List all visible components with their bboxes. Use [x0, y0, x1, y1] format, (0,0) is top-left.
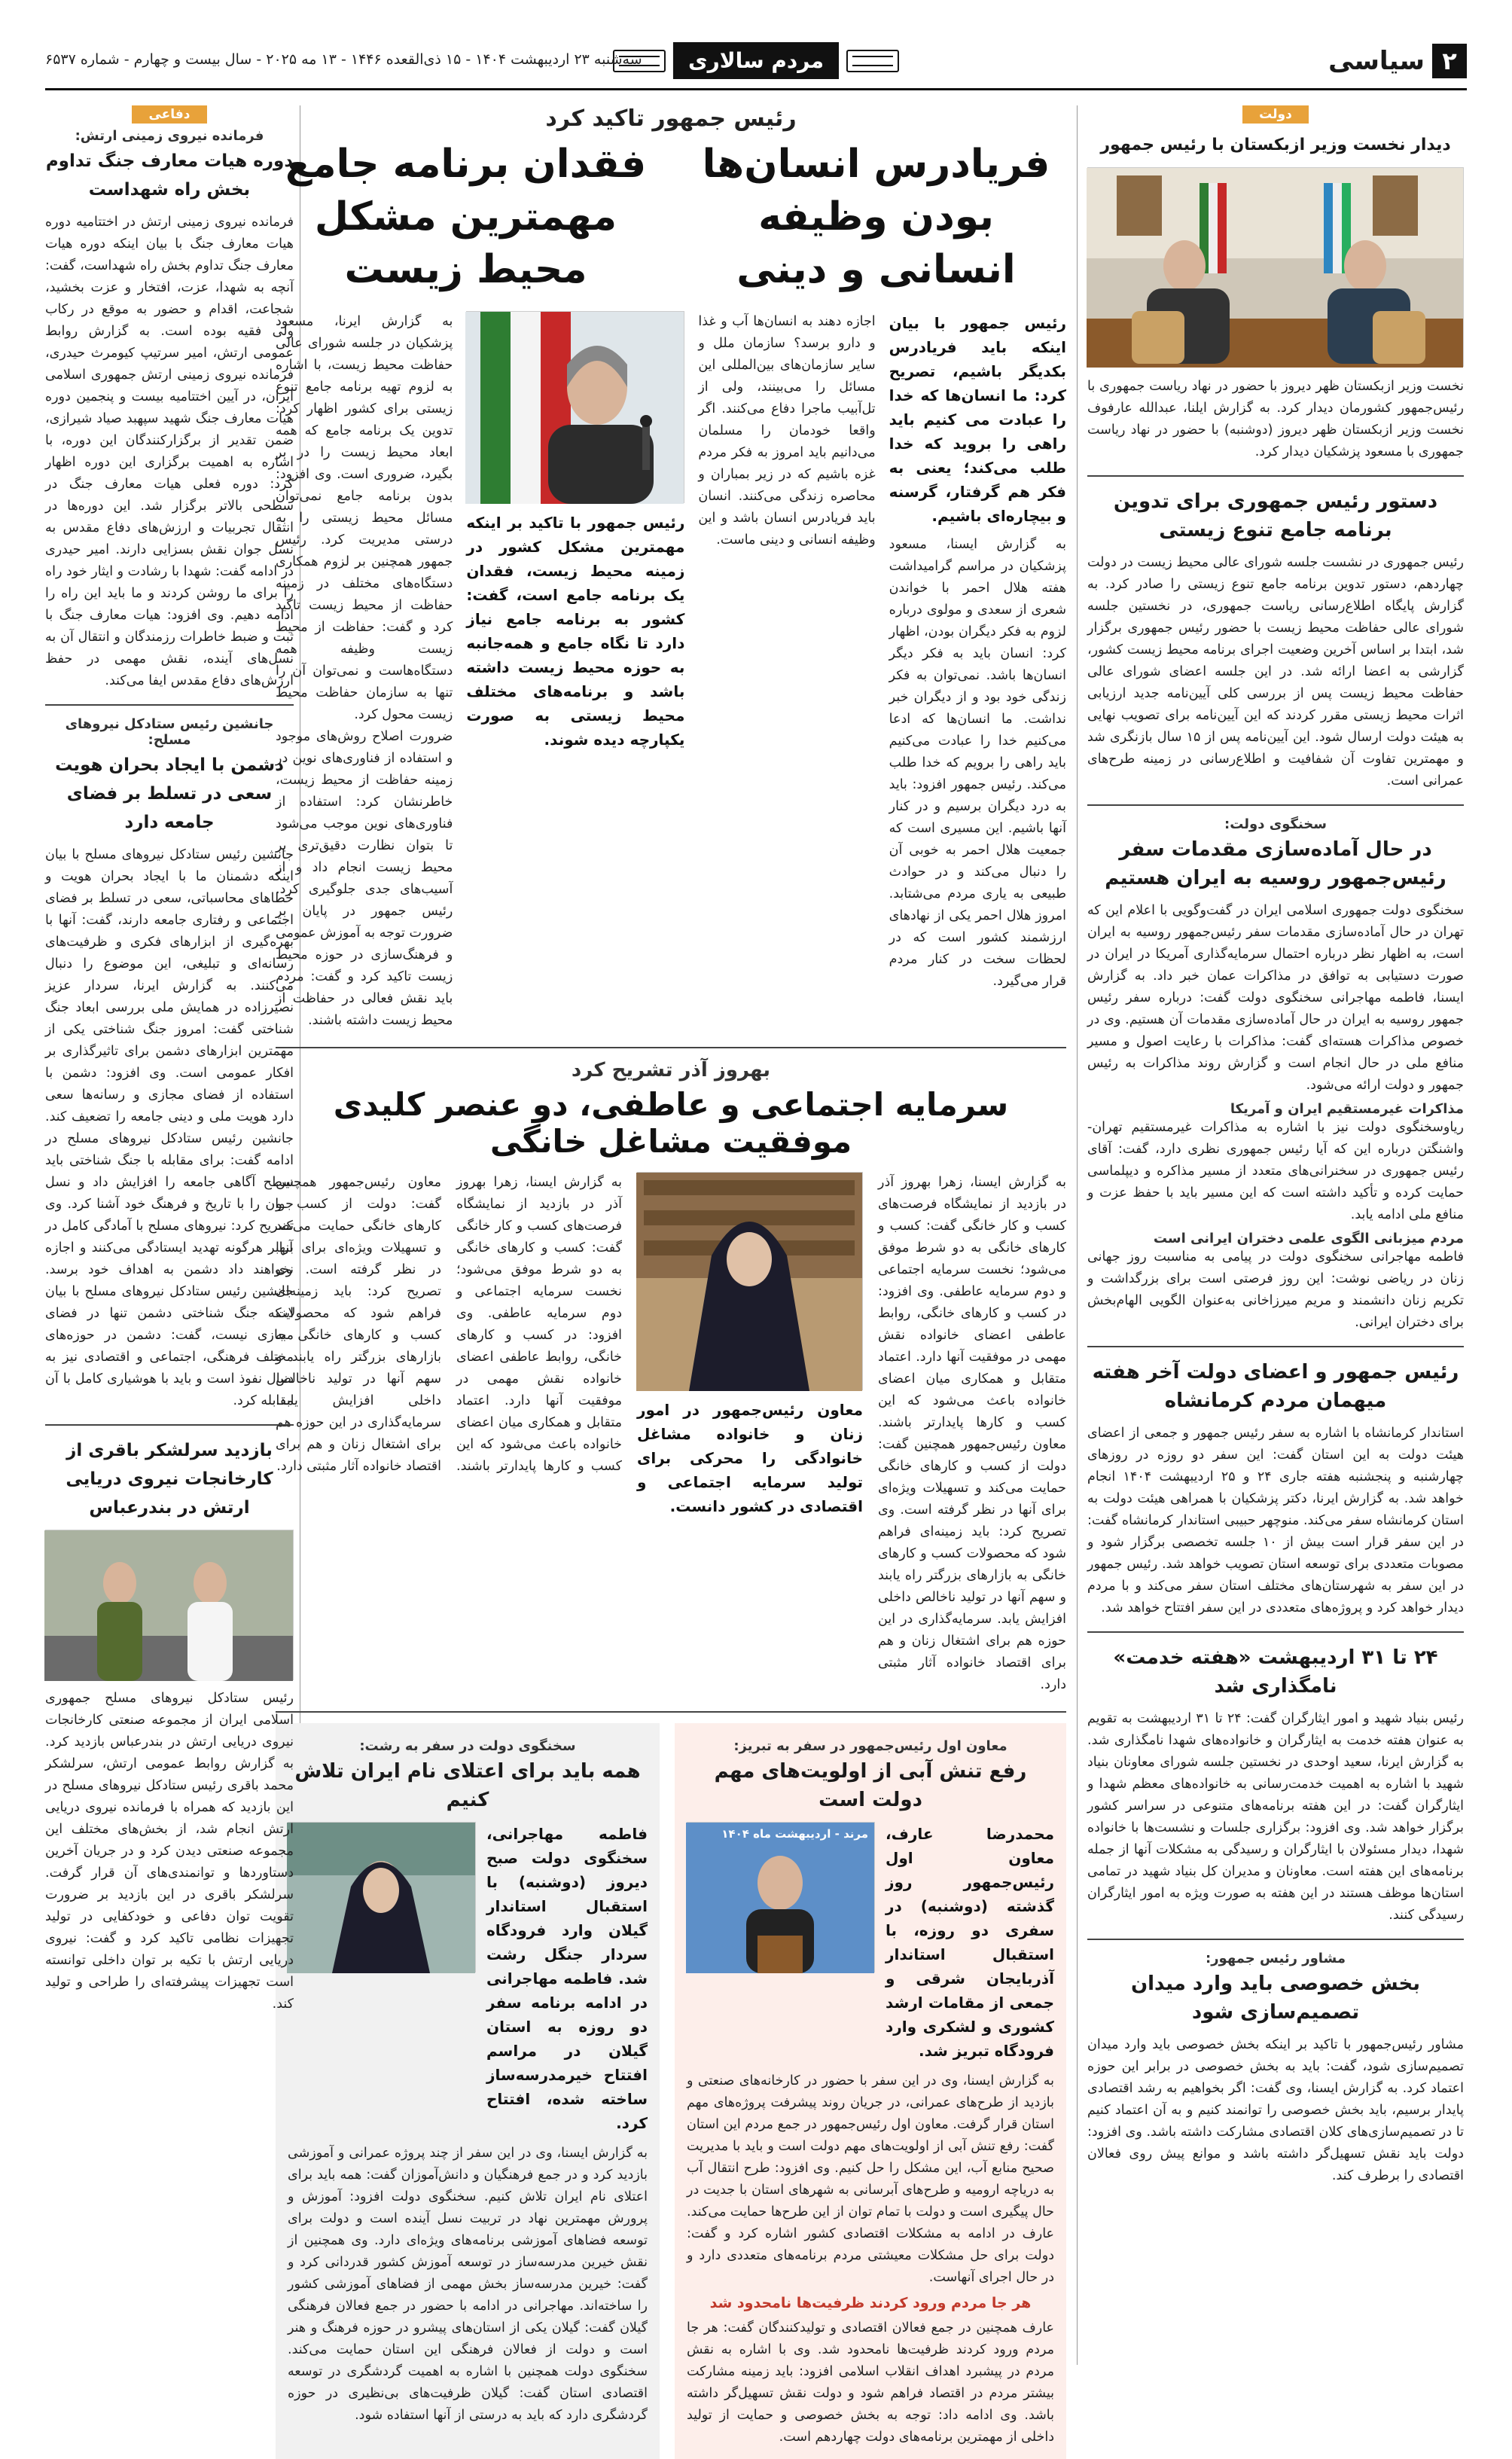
lead-headline-left: فقدان برنامه جامع مهمترین مشکل محیط زیست [285, 142, 647, 292]
section-tag: دولت [1242, 105, 1309, 124]
article-lead: محمدرضا عارف، معاون اول رئیس‌جمهور روز گذشته (دوشنبه) در سفری دو روزه، با استقبال استاندار آذربایجان شرقی و جمعی از مقامات ارشد کشوری و لشکری وارد فرودگاه تبریز شد. [886, 1825, 1054, 2060]
article-subhead: مذاکرات غیرمستقیم ایران و آمریکا [1230, 1101, 1464, 1117]
page-label [1328, 44, 1467, 78]
lead-quote-left: رئیس جمهور با تاکید بر اینکه مهمترین مشکل کشور در زمینه محیط زیست، فقدان یک برنامه جامع است، گفت: کشور به برنامه جامع نیاز دارد تا نگاه جامع و همه‌جانبه به حوزه محیط زیست داشته باشد و برنامه‌های مختلف محیط زیستی به صورت یکپارچه دیده شوند. [466, 514, 685, 749]
page-number: ۲ [1432, 44, 1467, 78]
article-body: فاطمه مهاجرانی سخنگوی دولت در پیامی به مناسبت روز جهانی زنان در ریاضی نوشت: این روز فرصتی است برای بزرگداشت و تکریم زنان دانشمند و مریم میرزاخانی به‌عنوان الگویی الهام‌بخش برای دختران ایرانی. [1087, 1249, 1464, 1330]
lead-body-left2: ضرورت اصلاح روش‌های موجود و استفاده از فناوری‌های نوین در زمینه حفاظت از محیط زیست، خاطرنشان کرد: استفاده از فناوری‌های نوین موجب می‌شود تا بتوان نظارت دقیق‌تری بر محیط زیست انجام داد و از آسیب‌های جدی جلوگیری کرد. رئیس جمهور در پایان بر ضرورت توجه به آموزش عمومی و فرهنگ‌سازی در حوزه محیط زیست تاکید کرد و گفت: مردم باید نقش فعالی در حفاظت از محیط زیست داشته باشند. [276, 729, 453, 1028]
spokesperson-photo [288, 1822, 476, 1972]
article-subhead: هر جا مردم ورود کردند ظرفیت‌ها نامحدود شد [709, 2295, 1032, 2311]
logo-text: مردم سالاری [673, 42, 839, 79]
article-title: در حال آماده‌سازی مقدمات سفر رئیس‌جمهور روسیه به ایران هستیم [1105, 838, 1446, 889]
article-kicker: سخنگوی دولت در سفر به رشت: [359, 1738, 576, 1754]
mid-left-col [276, 1172, 622, 1696]
article-body: به گزارش ایسنا، وی در این سفر با حضور در کارخانه‌های صنعتی و بازدید از طرح‌های عمرانی، در جریان روند پیشرفت پروژه‌های مهم استان قرار گرفت. معاون اول رئیس‌جمهور در جمع مردم این استان گفت: رفع تنش آبی از اولویت‌های مهم دولت است و باید با مدیریت صحیح منابع آب، این مشکل را حل کنیم. وی افزود: طرح انتقال آب به دریاچه ارومیه و طرح‌های آبرسانی به شهرهای استان با جدیت در حال پیگیری است و دولت با تمام توان از این طرح‌ها حمایت می‌کند. عارف در ادامه به مشکلات اقتصادی کشور اشاره کرد و گفت: دولت برای حل مشکلات معیشتی مردم برنامه‌های متعددی دارد و در حال اجرای آنهاست. [687, 2073, 1054, 2285]
section-name: سیاسی [1328, 46, 1425, 76]
section-tag: دفاعی [132, 105, 206, 124]
article-body: جانشین رئیس ستادکل نیروهای مسلح با بیان اینکه دشمنان ما با ایجاد بحران هویت و خطاهای محاسباتی، سعی در تسلط بر فضای اجتماعی و رفتاری جامعه دارند، گفت: آنها با بهره‌گیری از ابزارهای فکری و ظرفیت‌های رسانه‌ای و تبلیغی، این موضوع را دنبال می‌کنند. به گزارش ایرنا، سردار عزیز نصیرزاده در همایش ملی بررسی ابعاد جنگ شناختی گفت: امروز جنگ شناختی یکی از مهمترین ابزارهای دشمن برای تاثیرگذاری بر افکار عمومی است. وی افزود: دشمن با استفاده از فضای مجازی و رسانه‌ها سعی دارد هویت ملی و دینی جامعه را تضعیف کند. جانشین رئیس ستادکل نیروهای مسلح در ادامه گفت: برای مقابله با جنگ شناختی باید سطح آگاهی جامعه را افزایش داد و نسل جوان را با تاریخ و فرهنگ خود آشنا کرد. وی تصریح کرد: نیروهای مسلح با آمادگی کامل در برابر هرگونه تهدید ایستادگی می‌کنند و اجازه نخواهند داد دشمن به اهداف خود برسد. جانشین رئیس ستادکل نیروهای مسلح با بیان اینکه جنگ شناختی دشمن تنها در فضای مجازی نیست، گفت: دشمن در حوزه‌های مختلف فرهنگی، اجتماعی و اقتصادی نیز به دنبال نفوذ است و باید با هوشیاری کامل با آن مقابله کرد. [45, 847, 294, 1408]
article-kicker: فرمانده نیروی زمینی ارتش: [75, 128, 264, 144]
center-column [276, 105, 1066, 2459]
president-photo-illustration [465, 312, 684, 504]
lead-right-text-col2 [698, 311, 875, 1032]
article-body: ریاوسخنگوی دولت نیز با اشاره به مذاکرات غیرمستقیم تهران-واشنگتن درباره این که آیا رئیس جمهوری نظری دارد، گفت: آقای رئیس جمهوری در سخنرانی‌های متعدد از مسیر مذاکره و دیپلماسی حمایت کرده و تأکید داشته است که این مسیر باید با حفظ عزت و منافع ملی ادامه یابد. [1087, 1120, 1464, 1222]
article-body: سخنگوی دولت جمهوری اسلامی ایران در گفت‌وگویی با اعلام این که تهران در حال آماده‌سازی مقدمات سفر رئیس‌جمهور روسیه به ایران است، به اظهار نظر درباره احتمال سرمایه‌گذاری آمریکا در ایران در صورت دستیابی به توافق در مذاکرات عمان خبر داد. به گزارش ایسنا، فاطمه مهاجرانی سخنگوی دولت گفت: درباره سفر رئیس جمهور روسیه به ایران در حال آماده‌سازی مقدمات آن هستیم. وی در خصوص مذاکرات هسته‌ای گفت: مذاکرات با رعایت اصول و مسیر منافع ملی در حال انجام است و گزارش روند مذاکرات به رئیس جمهور و دولت ارائه می‌شود. [1087, 903, 1464, 1093]
issue-line: سه‌شنبه ۲۳ اردیبهشت ۱۴۰۴ - ۱۵ ذی‌القعده ۱۴۴۶ - ۱۳ مه ۲۰۲۵ - سال بیست و چهارم - شماره ۶۵۳۷ [45, 51, 642, 68]
left-column [45, 105, 294, 2015]
rasht-article [276, 1723, 660, 2459]
spokesperson-photo-illustration [287, 1823, 475, 1973]
article-kicker: جانشین رئیس ستادکل نیروهای مسلح: [65, 716, 274, 748]
mid-kicker: بهروز آذر تشریح کرد [571, 1059, 771, 1082]
mid-headline: سرمایه اجتماعی و عاطفی، دو عنصر کلیدی موفقیت مشاغل خانگی [333, 1086, 1009, 1160]
article-body: مشاور رئیس‌جمهور با تاکید بر اینکه بخش خصوصی باید وارد میدان تصمیم‌سازی شود، گفت: باید به بخش خصوصی در برابر این حوزه اعتماد کرد. به گزارش ایسنا، وی گفت: اگر بخواهیم به رشد اقتصادی پایدار برسیم، باید بخش خصوصی را توانمند کنیم و به آن اعتماد کنیم تا در تصمیم‌سازی‌های کلان اقتصادی مشارکت داشته باشد. وی افزود: دولت باید نقش تسهیل‌گر داشته باشد و موانع پیش روی فعالان اقتصادی را برطرف کند. [1087, 2037, 1464, 2183]
article-body: رئیس ستادکل نیروهای مسلح جمهوری اسلامی ایران از مجموعه صنعتی کارخانجات نیروی دریایی ارتش در بندرعباس بازدید کرد. به گزارش روابط عمومی ارتش، سرلشکر محمد باقری رئیس ستادکل نیروهای مسلح در این بازدید که همراه با فرمانده نیروی دریایی ارتش انجام شد، از بخش‌های مختلف این مجموعه صنعتی دیدن کرد و در جریان آخرین دستاوردها و توانمندی‌های آن قرار گرفت. سرلشکر باقری در این بازدید بر ضرورت تقویت توان دفاعی و خودکفایی در تولید تجهیزات نظامی تاکید کرد و گفت: نیروی دریایی ارتش با تکیه بر توان داخلی توانسته است تجهیزات پیشرفته‌ای را طراحی و تولید کند. [45, 1691, 294, 2012]
vice-president-photo [687, 1822, 875, 1972]
article-title: دیدار نخست وزیر ازبکستان با رئیس جمهور [1100, 136, 1451, 154]
mid-body: به گزارش ایسنا، زهرا بهروز آذر در بازدید از نمایشگاه فرصت‌های کسب و کار خانگی گفت: کسب و کارهای خانگی به دو شرط موفق می‌شود؛ نخست سرمایه اجتماعی و دوم سرمایه عاطفی. وی افزود: در کسب و کارهای خانگی، روابط عاطفی اعضای خانواده نقش مهمی در موفقیت آنها دارد. اعتماد متقابل و همکاری میان اعضای خانواده باعث می‌شود که این کسب و کارها پایدارتر باشند. معاون رئیس‌جمهور همچنین گفت: دولت از کسب و کارهای خانگی حمایت می‌کند و تسهیلات ویژه‌ای برای آنها در نظر گرفته است. وی تصریح کرد: باید زمینه‌ای فراهم شود که محصولات کسب و کارهای خانگی به بازارهای بزرگتر راه یابند و سهم آنها در تولید ناخالص داخلی افزایش یابد. سرمایه‌گذاری در این حوزه هم برای اشتغال زنان و هم برای اقتصاد خانواده آثار مثبتی دارد. [878, 1175, 1066, 1692]
photo-caption: مرند - اردیبهشت ماه ۱۴۰۴ [721, 1827, 868, 1841]
navy-photo-illustration [44, 1530, 293, 1681]
article-kicker: معاون اول رئیس‌جمهور در سفر به تبریز: [733, 1738, 1007, 1754]
logo-ornament-icon [846, 50, 899, 72]
mid-body-cont: به گزارش ایسنا، زهرا بهروز آذر در بازدید از نمایشگاه فرصت‌های کسب و کار خانگی گفت: کسب و کارهای خانگی به دو شرط موفق می‌شود؛ نخست سرمایه اجتماعی و دوم سرمایه عاطفی. وی افزود: در کسب و کارهای خانگی، روابط عاطفی اعضای خانواده نقش مهمی در موفقیت آنها دارد. اعتماد متقابل و همکاری میان اعضای خانواده باعث می‌شود که این کسب و کارها پایدارتر باشند. معاون رئیس‌جمهور همچنین گفت: دولت از کسب و کارهای خانگی حمایت می‌کند و تسهیلات ویژه‌ای برای آنها در نظر گرفته است. وی تصریح کرد: باید زمینه‌ای فراهم شود که محصولات کسب و کارهای خانگی به بازارهای بزرگتر راه یابند و سهم آنها در تولید ناخالص داخلی افزایش یابد. سرمایه‌گذاری در این حوزه هم برای اشتغال زنان و هم برای اقتصاد خانواده آثار مثبتی دارد. [276, 1175, 622, 1474]
lead-right-text-col [889, 311, 1066, 1032]
article-subhead: مردم میزبانی الگوی علمی دختران ایرانی است [1153, 1231, 1464, 1246]
lead-body-left: به گزارش ایرنا، مسعود پزشکیان در جلسه شورای عالی حفاظت محیط زیست، با اشاره به لزوم تهیه برنامه جامع تنوع زیستی برای کشور اظهار کرد: تدوین یک برنامه جامع که همه ابعاد محیط زیست را در بر بگیرد، ضروری است. وی افزود: بدون برنامه جامع نمی‌توان مسائل محیط زیستی را به درستی مدیریت کرد. رئیس جمهور همچنین بر لزوم همکاری دستگاه‌های مختلف در زمینه حفاظت از محیط زیست تاکید کرد و گفت: حفاظت از محیط زیست وظیفه همه دستگاه‌هاست و نمی‌توان آن را تنها به سازمان حفاظت محیط زیست محول کرد. [276, 314, 453, 722]
article-title: رئیس جمهور و اعضای دولت آخر هفته میهمان مردم کرمانشاه [1092, 1361, 1459, 1412]
article-lead: فاطمه مهاجرانی، سخنگوی دولت صبح دیروز (دوشنبه) با استقبال استاندار گیلان وارد فرودگاه سردار جنگل رشت شد. فاطمه مهاجرانی در ادامه برنامه سفر دو روزه به استان گیلان در مراسم افتتاح خیرمدرسه‌ساز ساخته شده، افتتاح کرد. [486, 1825, 648, 2132]
mid-right-col [878, 1172, 1066, 1696]
lead-body: به گزارش ایسنا، مسعود پزشکیان در مراسم گرامیداشت هفته هلال احمر با خواندن شعری از سعدی و مولوی درباره لزوم به فکر دیگران بودن، اظهار کرد: انسان باید به فکر دیگر انسان‌ها باشد. نمی‌توان به فکر زندگی خود بود و از دیگران خبر نداشت. ما انسان‌ها که ادعا می‌کنیم خدا را عبادت می‌کنیم باید راهی را برویم که خدا طلب می‌کند. رئیس جمهور افزود: باید به درد دیگران برسیم و در کنار آنها باشیم. این مسیری است که جمعیت هلال احمر به خوبی آن را دنبال می‌کند و در حوادث طبیعی به یاری مردم می‌شتابد. امروز هلال احمر یکی از نهادهای ارزشمند کشور است که در لحظات سخت در کنار مردم قرار می‌گیرد. [889, 537, 1066, 989]
lead-photo-col [466, 311, 684, 1032]
article-body: نخست وزیر ازبکستان ظهر دیروز با حضور در نهاد ریاست جمهوری با رئیس‌جمهور کشورمان دیدار کرد. به گزارش ایلنا، عبدالله عارفوف نخست وزیر ازبکستان ظهر دیروز (دوشنبه) با حضور در نهاد ریاست جمهوری با مسعود پزشکیان دیدار کرد. [1087, 379, 1464, 459]
vp-photo-illustration [686, 1823, 874, 1973]
article-body: به گزارش ایسنا، وی در این سفر از چند پروژه عمرانی و آموزشی بازدید کرد و در جمع فرهنگیان و دانش‌آموزان گفت: همه باید برای اعتلای نام ایران تلاش کنیم. سخنگوی دولت افزود: آموزش و پرورش مهمترین نهاد در تربیت نسل آینده است و دولت برای توسعه فضاهای آموزشی برنامه‌های ویژه‌ای دارد. وی همچنین از نقش خیرین مدرسه‌ساز در توسعه آموزش کشور قدردانی کرد و گفت: خیرین مدرسه‌ساز بخش مهمی از فضاهای آموزشی کشور را ساخته‌اند. مهاجرانی در ادامه با حضور در جمع فعالان فرهنگی گیلان گفت: گیلان یکی از استان‌های پیشرو در حوزه فرهنگ و هنر است و دولت از فعالان فرهنگی این استان حمایت می‌کند. سخنگوی دولت همچنین با اشاره به اهمیت گردشگری در توسعه اقتصادی استان گفت: گیلان ظرفیت‌های بی‌نظیری در حوزه گردشگری دارد که باید به درستی از آنها استفاده شود. [288, 2146, 648, 2423]
lead-headline-right: فریادرس انسان‌ها بودن وظیفه انسانی و دینی [702, 142, 1050, 292]
deputy-photo-illustration [636, 1173, 862, 1391]
article-title: ۲۴ تا ۳۱ اردیبهشت «هفته خدمت» نامگذاری شد [1113, 1646, 1438, 1698]
tabriz-article [675, 1723, 1066, 2459]
article-kicker: مشاور رئیس جمهور: [1206, 1951, 1346, 1966]
meeting-photo-illustration [1087, 168, 1463, 368]
lead-left-text-col [276, 311, 453, 1032]
article-title: همه باید برای اعتلای نام ایران تلاش کنیم [294, 1760, 641, 1811]
lead-body: اجازه دهند به انسان‌ها آب و غذا و دارو برسد؟ سازمان ملل و سایر سازمان‌های بین‌المللی این مسائل را می‌بینند، ولی از تل‌آبیب ماجرا دفاع می‌کنند. اگر واقعا خودمان را مسلمان می‌دانیم باید امروز به فکر مردم غزه باشیم که در زیر بمباران و محاصره زندگی می‌کنند. انسان باید فریادرس انسان باشد و این وظیفه انسانی و دینی ماست. [698, 314, 876, 548]
masthead [45, 39, 1467, 90]
article-body: فرمانده نیروی زمینی ارتش در اختتامیه دوره هیات معارف جنگ با بیان اینکه دوره هیات معارف جنگ تداوم بخش راه شهداست، گفت: آنچه به شهدا، عزت، افتخار و عزت بخشید، شجاعت، اقدام و حضور به موقع در رکاب ولی فقیه بوده است. به گزارش روابط عمومی ارتش، امیر سرتیپ کیومرث حیدری، فرمانده نیروی زمینی ارتش جمهوری اسلامی ایران، در آیین اختتامیه بیست و پنجمین دوره هیات معارف جنگ شهید سپهبد صیاد شیرازی، ضمن تقدیر از برگزارکنندگان این دوره، با اشاره به اهمیت برگزاری این دوره اظهار کرد: دوره فعلی هیات معارف جنگ در سطحی بالاتر برگزار شد. این دوره‌ها در انتقال تجربیات و ارزش‌های دفاع مقدس به نسل جوان نقش بسزایی دارند. امیر حیدری در ادامه گفت: شهدا با رشادت و ایثار خود راه را برای ما روشن کردند و ما باید این راه را ادامه دهیم. وی افزود: هیات معارف جنگ با ثبت و ضبط خاطرات رزمندگان و انتقال آن به نسل‌های آینده، نقش مهمی در حفظ ارزش‌های دفاع مقدس ایفا می‌کند. [45, 215, 294, 688]
article-body: عارف همچنین در جمع فعالان اقتصادی و تولیدکنندگان گفت: هر جا مردم ورود کردند ظرفیت‌ها نامحدود شد. وی با اشاره به نقش مردم در پیشبرد اهداف انقلاب اسلامی افزود: باید زمینه مشارکت بیشتر مردم در اقتصاد فراهم شود و دولت نقش تسهیل‌گر داشته باشد. وی ادامه داد: توجه به بخش خصوصی و حمایت از تولید داخلی از مهمترین برنامه‌های دولت چهاردهم است. [687, 2320, 1054, 2445]
deputy-photo [637, 1172, 863, 1390]
mid-lead: معاون رئیس‌جمهور در امور زنان و خانواده مشاغل خانوادگی را محرکی برای تولید سرمایه اجتماعی و اقتصادی در کشور دانست. [637, 1401, 863, 1515]
article-title: بخش خصوصی باید وارد میدان تصمیم‌سازی شود [1130, 1972, 1421, 2024]
navy-visit-photo [45, 1530, 294, 1680]
article-body: استاندار کرمانشاه با اشاره به سفر رئیس جمهور و جمعی از اعضای هیئت دولت به این استان گفت: این سفر دو روزه در روزهای چهارشنبه و پنجشنبه هفته جاری ۲۴ و ۲۵ اردیبهشت ۱۴۰۴ انجام خواهد شد. به گزارش ایرنا، دکتر پزشکیان با همراهی هیئت دولت به استان کرمانشاه سفر می‌کند. منوچهر حبیبی استاندار کرمانشاه گفت: در این سفر قرار است بیش از ۱۰ جلسه تخصصی برگزار شود و مصوبات متعددی برای توسعه استان تصویب خواهد شد. رئیس جمهور در این سفر به شهرستان‌های مختلف استان سفر می‌کند و با مردم دیدار خواهد کرد و پروژه‌های متعددی در این سفر افتتاح خواهد شد. [1087, 1426, 1464, 1615]
article-title: دستور رئیس جمهوری برای تدوین برنامه جامع تنوع زیستی [1113, 490, 1438, 542]
lead-right [686, 138, 1066, 296]
article-title: دشمن با ایجاد بحران هویت سعی در تسلط بر فضای جامعه دارد [55, 755, 284, 832]
article-body: رئیس جمهوری در نشست جلسه شورای عالی محیط زیست در دولت چهاردهم، دستور تدوین برنامه جامع تنوع زیستی را صادر کرد. به گزارش پایگاه اطلاع‌رسانی ریاست جمهوری، در نخستین جلسه شورای عالی حفاظت محیط زیست با حضور رئیس جمهوری برگزار شد، ابتدا بر اساس آخرین وضعیت اجرای برنامه محیط زیست کشور، گزارشی به اعضا ارائه شد. در این جلسه اعضای شورای عالی حفاظت محیط زیست پس از بررسی کلی آیین‌نامه جدید ارزیابی اثرات محیط زیستی مقرر کردند که این آیین‌نامه برای تصویب نهایی به هیئت دولت ارسال شود. این آیین‌نامه پس از ۱۵ سال بازنگری شد و مهمترین تفاوت آن شفافیت و اطلاع‌رسانی در زمینه طرح‌های عمرانی است. [1087, 555, 1464, 789]
lead-kicker: رئیس جمهور تاکید کرد [545, 105, 797, 132]
right-column [1087, 105, 1464, 2187]
article-title: رفع تنش آبی از اولویت‌های مهم دولت است [714, 1760, 1027, 1811]
meeting-photo [1087, 167, 1464, 367]
article-body: رئیس بنیاد شهید و امور ایثارگران گفت: ۲۴ تا ۳۱ اردیبهشت به تقویم به عنوان هفته خدمت به ایثارگران و خانواده‌های شهدا نامگذاری شد. به گزارش ایرنا، سعید اوحدی در نخستین جلسه شورای معاونان بنیاد شهید با اشاره به اهمیت خدمت‌رسانی به خانواده‌های معظم شهدا و ایثارگران گفت: در این هفته برنامه‌های متنوعی در سراسر کشور برگزار خواهد شد. وی افزود: برگزاری جلسات و نشست‌ها با خانواده شهدا، دیدار مسئولان با ایثارگران و رسیدگی به مشکلات آنها از جمله برنامه‌های این هفته است. معاونان و مدیران کل بنیاد شهید در تمامی استان‌ها موظف هستند در این هفته به صورت ویژه به امور ایثارگران رسیدگی کنند. [1087, 1711, 1465, 1923]
article-title: دوره هیات معارف جنگ تداوم بخش راه شهداست [45, 151, 294, 200]
article-title: بازدید سرلشکر باقری از کارخانجات نیروی دریایی ارتش در بندرعباس [66, 1441, 273, 1518]
president-photo [466, 311, 684, 503]
lead-left [276, 138, 656, 296]
newspaper-logo [613, 42, 899, 79]
lead-quote: رئیس جمهور با بیان اینکه باید فریادرس بکدیگر باشیم، تصریح کرد: ما انسان‌ها که خدا را عبادت می کنیم باید راهی را بروید که خدا طلب می‌کند؛ یعنی به فکر هم گرفتار، گرسنه و بیچاره‌ای باشیم. [889, 314, 1066, 525]
article-kicker: سخنگوی دولت: [1224, 816, 1327, 832]
mid-photo-col [637, 1172, 863, 1696]
